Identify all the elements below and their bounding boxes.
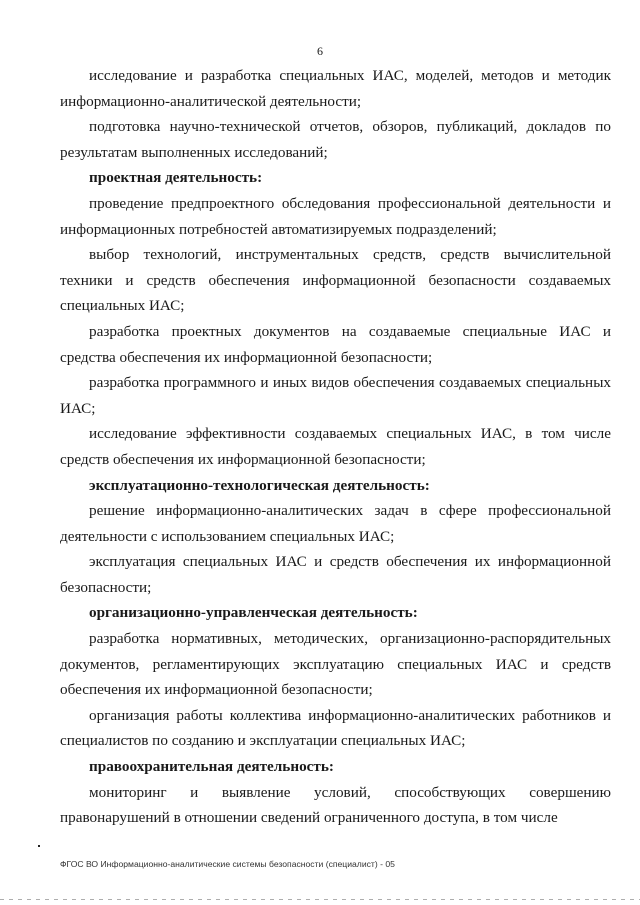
- paragraph: выбор технологий, инструментальных средств, средств вычислительной техники и средств обеспечения информационной безопасности создаваемых специальных ИАС;: [60, 246, 611, 315]
- paragraph: эксплуатация специальных ИАС и средств обеспечения их информационной безопасности;: [60, 553, 611, 596]
- paragraph: разработка проектных документов на создаваемые специальные ИАС и средства обеспечения их информационной безопасности;: [60, 322, 611, 366]
- paragraph: решение информационно-аналитических задач в сфере профессиональной деятельности с использованием специальных ИАС;: [60, 502, 611, 545]
- body-text: [60, 63, 611, 831]
- paragraph: разработка нормативных, методических, организационно-распорядительных документов, регламентирующих эксплуатацию специальных ИАС и средств обеспечения их информационной безопасности;: [60, 630, 611, 699]
- scan-artifact: [38, 845, 40, 847]
- paragraph: исследование и разработка специальных ИАС, моделей, методов и методик информационно-аналитической деятельности;: [60, 67, 611, 110]
- paragraph: мониторинг и выявление условий, способствующих совершению правонарушений в отношении сведений ограниченного доступа, в том числе: [60, 783, 611, 827]
- paragraph: исследование эффективности создаваемых специальных ИАС, в том числе средств обеспечения их информационной безопасности;: [60, 425, 611, 468]
- paragraph: организация работы коллектива информационно-аналитических работников и специалистов по созданию и эксплуатации специальных ИАС;: [60, 706, 611, 750]
- section-heading: организационно-управленческая деятельность:: [89, 604, 418, 622]
- scan-edge-divider: [0, 899, 640, 900]
- paragraph: разработка программного и иных видов обеспечения создаваемых специальных ИАС;: [60, 374, 611, 417]
- footer-caption: ФГОС ВО Информационно-аналитические системы безопасности (специалист) - 05: [60, 859, 395, 869]
- section-heading: эксплуатационно-технологическая деятельность:: [89, 476, 430, 494]
- paragraph: проведение предпроектного обследования профессиональной деятельности и информационных потребностей автоматизируемых подразделений;: [60, 194, 611, 238]
- page-number: 6: [317, 44, 323, 58]
- section-heading: проектная деятельность:: [89, 169, 263, 187]
- paragraph: подготовка научно-технической отчетов, обзоров, публикаций, докладов по результатам выполненных исследований;: [60, 118, 611, 161]
- section-heading: правоохранительная деятельность:: [89, 758, 334, 776]
